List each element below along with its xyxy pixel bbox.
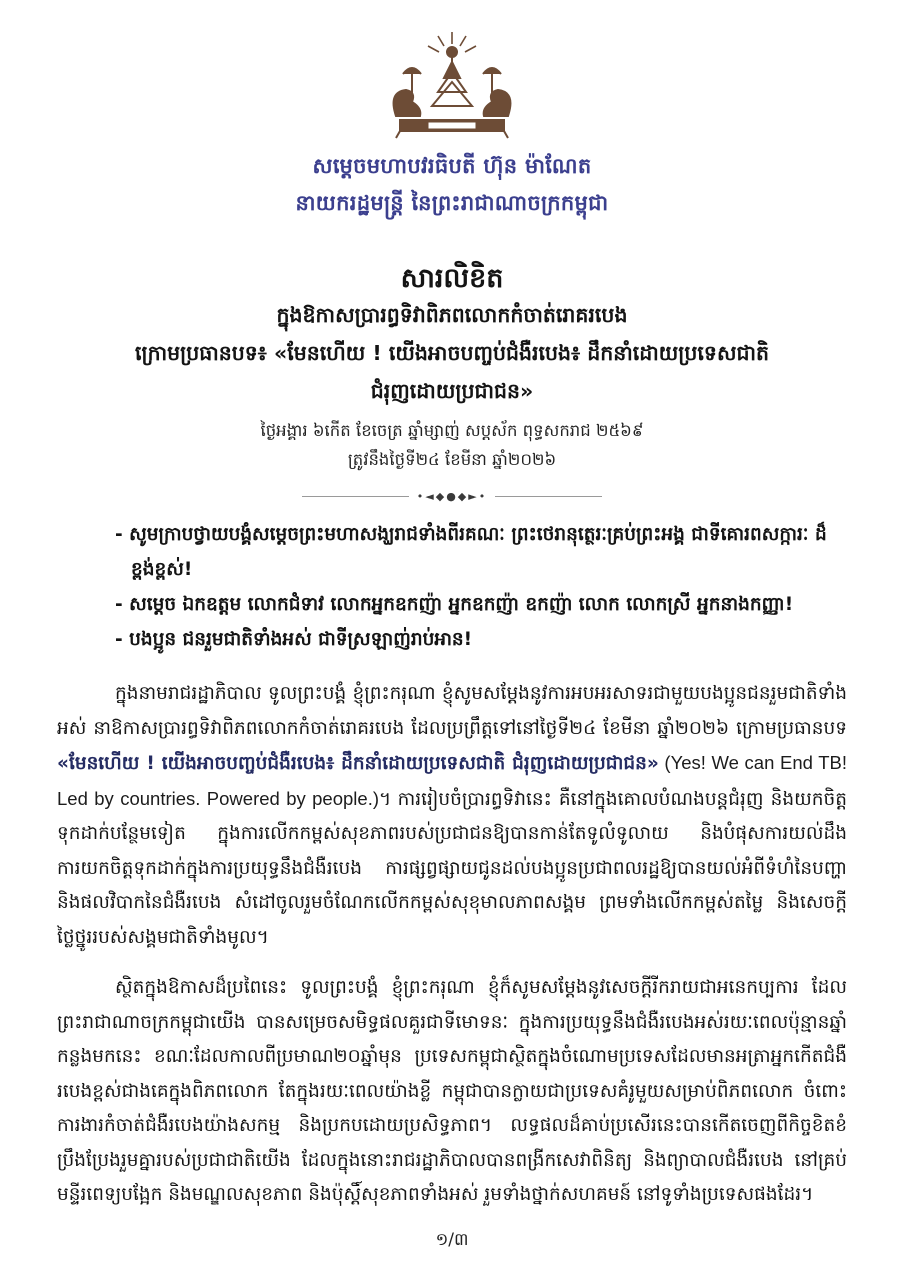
document-title: សារលិខិត xyxy=(400,263,504,294)
royal-arms-of-cambodia-icon xyxy=(366,30,538,146)
paragraph-1-rest: ការរៀបចំប្រារព្ធទិវានេះ គឺនៅក្នុងគោលបំណងបន្តជំរុញ និងយកចិត្តទុកដាក់បន្ថែមទៀត ក្នុងការលើកកម្ពស់សុខភាពរបស់ប្រជាជនឱ្យបានកាន់តែទូលំទូលាយ និងបំផុសការយល់ដឹង ការយកចិត្តទុកដាក់ក្នុងការប្រយុទ្ធនឹងជំងឺរបេង ការផ្សព្វផ្សាយជូនដល់បងប្អូនប្រជាពលរដ្ឋឱ្យបានយល់អំពីទំហំនៃបញ្ហា និងផលវិបាកនៃជំងឺរបេង សំដៅចូលរួមចំណែកលើកកម្ពស់សុខុមាលភាពសង្គម ព្រមទាំងលើកកម្ពស់តម្លៃ និងសេចក្តីថ្លៃថ្នូររបស់សង្គមជាតិទាំងមូល។ xyxy=(57,788,847,948)
sender-title-line: សម្តេចមហាបវរធិបតី ហ៊ុន ម៉ាណែត xyxy=(312,154,592,178)
salutation-monks: - សូមក្រាបថ្វាយបង្គំសម្តេចព្រះមហាសង្ឃរាជទាំងពីរគណៈ ព្រះថេរានុត្ថេរៈគ្រប់ព្រះអង្គ ជាទីគោរពសក្ការៈ ដ៏ខ្ពង់ខ្ពស់! xyxy=(115,524,827,580)
paragraph-1-lead: ក្នុងនាមរាជរដ្ឋាភិបាល ទូលព្រះបង្គំ ខ្ញុំព្រះករុណា ខ្ញុំសូមសម្តែងនូវការអបអរសាទរជាមួយបងប្អូនជនរួមជាតិទាំងអស់ នាឱកាសប្រារព្ធទិវាពិភពលោកកំចាត់រោគរបេង ដែលប្រព្រឹត្តទៅនៅថ្ងៃទី២៤ ខែមីនា ឆ្នាំ២០២៦ ក្រោមប្រធានបទ xyxy=(57,683,847,739)
gregorian-date-line: ត្រូវនឹងថ្ងៃទី២៤ ខែមីនា ឆ្នាំ២០២៦ xyxy=(347,450,557,469)
salutation-dignitaries: - សម្តេច ឯកឧត្តម លោកជំទាវ លោកអ្នកឧកញ៉ា អ្នកឧកញ៉ា ឧកញ៉ា លោក លោកស្រី អ្នកនាងកញ្ញា! xyxy=(115,594,794,615)
salutation-compatriots: - បងប្អូន ជនរួមជាតិទាំងអស់ ជាទីស្រឡាញ់រាប់អាន! xyxy=(115,629,473,650)
theme-line-2: ជំរុញដោយប្រជាជន» xyxy=(370,379,534,403)
lunar-date-line: ថ្ងៃអង្គារ ៦កើត ខែចេត្រ ឆ្នាំម្សាញ់ សប្តស័ក ពុទ្ធសករាជ ២៥៦៩ xyxy=(260,421,644,440)
salutation-list xyxy=(115,517,847,657)
divider-line-right xyxy=(495,496,602,497)
divider-line-left xyxy=(302,496,409,497)
page-number: ១/៣ xyxy=(435,1230,469,1250)
divider-ornament-icon: •◄◆●◆►• xyxy=(416,490,488,503)
body-paragraph-1 xyxy=(57,677,847,955)
body-paragraph-2: ស្ថិតក្នុងឱកាសដ៏ប្រពៃនេះ ទូលព្រះបង្គំ ខ្ញុំព្រះករុណា ខ្ញុំក៏សូមសម្តែងនូវសេចក្តីរីករាយជាអនេកប្បការ ដែលព្រះរាជាណាចក្រកម្ពុជាយើង បានសម្រេចសមិទ្ធផលគួរជាទីមោទនៈ ក្នុងការប្រយុទ្ធនឹងជំងឺរបេងអស់រយៈពេលប៉ុន្មានឆ្នាំកន្លងមកនេះ ខណៈដែលកាលពីប្រមាណ២០ឆ្នាំមុន ប្រទេសកម្ពុជាស្ថិតក្នុងចំណោមប្រទេសដែលមានអត្រាអ្នកកើតជំងឺរបេងខ្ពស់ជាងគេក្នុងពិភពលោក តែក្នុងរយៈពេលយ៉ាងខ្លី កម្ពុជាបានក្លាយជាប្រទេសគំរូមួយសម្រាប់ពិភពលោក ចំពោះការងារកំចាត់ជំងឺរបេងយ៉ាងសកម្ម និងប្រកបដោយប្រសិទ្ធភាព។ លទ្ធផលដ៏គាប់ប្រសើរនេះបានកើតចេញពីកិច្ចខិតខំប្រឹងប្រែងរួមគ្នារបស់ប្រជាជាតិយើង ដែលក្នុងនោះរាជរដ្ឋាភិបាលបានពង្រីកសេវាពិនិត្យ និងព្យាបាលជំងឺរបេង នៅគ្រប់មន្ទីរពេទ្យបង្អែក និងមណ្ឌលសុខភាព និងប៉ុស្តិ៍សុខភាពទាំងអស់ រួមទាំងថ្នាក់សហគមន៍ នៅទូទាំងប្រទេសផងដែរ។ xyxy=(57,977,847,1205)
paragraph-1-theme-khmer: «មែនហើយ ! យើងអាចបញ្ចប់ជំងឺរបេង៖ ដឹកនាំដោយប្រទេសជាតិ ជំរុញដោយប្រជាជន» xyxy=(57,753,659,774)
sender-office-line: នាយករដ្ឋមន្ត្រី នៃព្រះរាជាណាចក្រកម្ពុជា xyxy=(295,191,609,215)
occasion-line: ក្នុងឱកាសប្រារព្ធទិវាពិភពលោកកំចាត់រោគរបេង xyxy=(276,303,628,327)
ornamental-divider xyxy=(302,490,602,503)
theme-line-1: ក្រោមប្រធានបទ៖ «មែនហើយ ! យើងអាចបញ្ចប់ជំងឺរបេង៖ ដឹកនាំដោយប្រទេសជាតិ xyxy=(134,341,769,365)
paragraph-1-theme-english: (Yes! We can End TB! Led by countries. Powered by people.)។ xyxy=(57,752,847,809)
emblem-container xyxy=(57,30,847,148)
